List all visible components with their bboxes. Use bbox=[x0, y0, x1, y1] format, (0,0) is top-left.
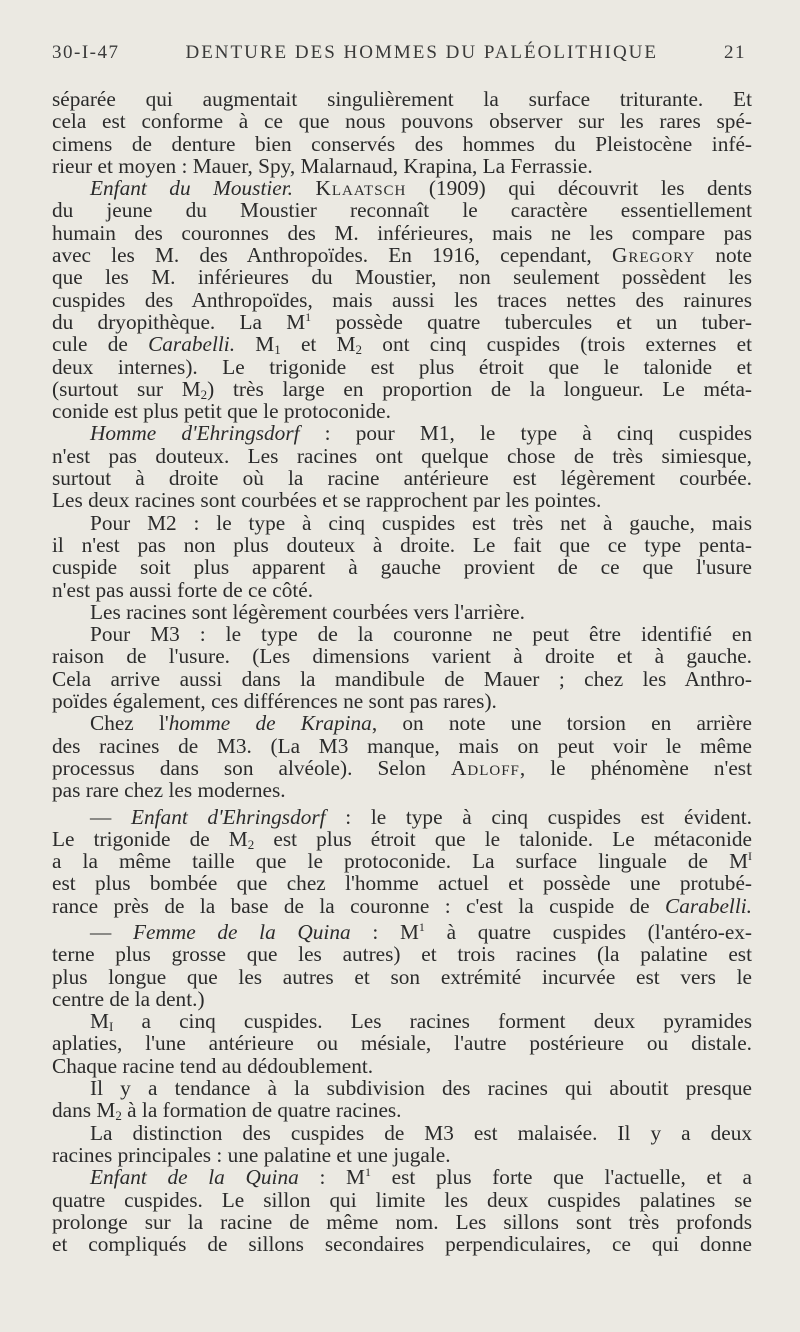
text-fragment: à la formation de quatre racines. bbox=[127, 1098, 402, 1123]
text-line bbox=[52, 311, 752, 333]
text-line: surtout à droite où la racine antérieure est légèrement courbée. bbox=[52, 466, 752, 491]
running-header bbox=[52, 42, 746, 64]
text-fragment: et M bbox=[300, 332, 356, 357]
text-line: quatre cuspides. Le sillon qui limite les deux cuspides palatines se bbox=[52, 1187, 752, 1212]
text-line bbox=[52, 177, 752, 199]
text-line: Chaque racine tend au dédoublement. bbox=[52, 1053, 374, 1078]
text-fragment: (1909) qui découvrit les dents bbox=[428, 176, 752, 201]
text-line: n'est pas douteux. Les racines ont quelque chose de très simiesque, bbox=[52, 443, 752, 468]
text-fragment: , le phénomène n'est bbox=[519, 755, 752, 780]
text-fragment: processus dans son alvéole). Selon bbox=[52, 755, 426, 780]
text-fragment: possède quatre tubercules et un tuber- bbox=[335, 309, 752, 334]
superscript: 1 bbox=[364, 1165, 371, 1180]
tooth-label: M bbox=[729, 849, 748, 874]
header-date: 30-I-47 bbox=[52, 42, 120, 63]
text-line: cela est conforme à ce que nous pouvons observer sur les rares spé- bbox=[52, 109, 752, 134]
text-line: Les racines sont légèrement courbées vers l'arrière. bbox=[90, 599, 525, 624]
text-line bbox=[52, 921, 752, 943]
subscript: 1 bbox=[274, 342, 281, 358]
text-fragment: (surtout sur M bbox=[52, 376, 201, 401]
text-line: est plus bombée que chez l'homme actuel et possède une protubé- bbox=[52, 871, 752, 896]
text-line: Cela arrive aussi dans la mandibule de Mauer ; chez les Anthro- bbox=[52, 666, 752, 691]
text-line: n'est pas aussi forte de ce côté. bbox=[52, 577, 314, 602]
body-text bbox=[52, 88, 752, 1255]
superscript: I bbox=[748, 849, 752, 864]
text-fragment: a cinq cuspides. Les racines forment deux pyramides bbox=[141, 1009, 752, 1034]
text-fragment: — bbox=[90, 804, 112, 829]
section-heading: Enfant d'Ehringsdorf bbox=[130, 804, 326, 829]
text-line bbox=[52, 828, 752, 850]
text-line: La distinction des cuspides de M3 est malaisée. Il y a deux bbox=[90, 1120, 752, 1145]
text-line: Les deux racines sont courbées et se rapprochent par les pointes. bbox=[52, 488, 602, 513]
text-line: Pour M2 : le type à cinq cuspides est très net à gauche, mais bbox=[90, 510, 752, 535]
text-fragment: est plus forte que l'actuelle, et a bbox=[391, 1165, 752, 1190]
italic-term: homme de Krapina bbox=[168, 711, 372, 736]
text-line bbox=[52, 422, 752, 444]
text-fragment: cule de bbox=[52, 332, 128, 357]
text-line bbox=[52, 1009, 752, 1035]
text-line bbox=[52, 806, 752, 828]
page-number: 21 bbox=[724, 42, 746, 63]
text-line: plus longue que les autres et son extrémité incurvée est vers le bbox=[52, 964, 752, 989]
text-line bbox=[52, 1098, 752, 1124]
text-fragment: ont cinq cuspides (trois externes et bbox=[382, 332, 753, 357]
text-line bbox=[52, 378, 752, 400]
text-line: des racines de M3. (La M3 manque, mais on peut voir le même bbox=[52, 733, 752, 758]
author-name: Gregory bbox=[611, 243, 696, 268]
text-fragment: , on note une torsion en arrière bbox=[371, 711, 753, 736]
text-line: racines principales : une palatine et une jugale. bbox=[52, 1142, 451, 1167]
section-heading: Enfant de la Quina bbox=[90, 1165, 299, 1190]
text-line: humain des couronnes des M. inférieures, mais ne les compare pas bbox=[52, 220, 752, 245]
section-heading: Enfant du Moustier. bbox=[90, 176, 293, 201]
text-line: il n'est pas non plus douteux à droite. Le fait que ce type penta- bbox=[52, 532, 752, 557]
text-line: cuspide soit plus apparent à gauche provient de ce que l'usure bbox=[52, 555, 752, 580]
text-fragment: est plus étroit que le talonide. Le métaconide bbox=[273, 826, 752, 851]
text-line bbox=[52, 757, 752, 779]
text-line: pas rare chez les modernes. bbox=[52, 778, 286, 803]
text-fragment: Chez l' bbox=[90, 711, 169, 736]
text-line: séparée qui augmentait singulièrement la surface triturante. Et bbox=[52, 87, 752, 111]
text-fragment: M bbox=[90, 1009, 109, 1034]
text-line: aplaties, l'une antérieure ou mésiale, l'autre postérieure ou distale. bbox=[52, 1031, 752, 1056]
text-line: du jeune du Moustier reconnaît le caractère essentiellement bbox=[52, 198, 752, 223]
subscript: I bbox=[108, 1019, 114, 1035]
superscript: 1 bbox=[418, 919, 425, 934]
text-line bbox=[52, 1166, 752, 1188]
text-line: deux internes). Le trigonide est plus étroit que le talonide et bbox=[52, 354, 752, 379]
text-fragment: — bbox=[90, 919, 112, 944]
text-fragment: Le trigonide de M bbox=[52, 826, 248, 851]
text-fragment: : le type à cinq cuspides est évident. bbox=[345, 804, 752, 829]
text-fragment: note bbox=[715, 243, 753, 268]
text-line: et compliqués de sillons secondaires perpendiculaires, ce qui donne bbox=[52, 1232, 752, 1257]
text-line bbox=[52, 850, 752, 872]
subscript: 2 bbox=[355, 342, 363, 358]
text-line: Pour M3 : le type de la couronne ne peut être identifié en bbox=[90, 622, 752, 647]
text-line bbox=[52, 332, 753, 358]
text-fragment: avec les M. des Anthropoïdes. En 1916, cependant, bbox=[52, 243, 592, 268]
text-fragment: ) très large en proportion de la longueur. Le méta- bbox=[207, 376, 752, 401]
text-line: terne plus grosse que les autres) et trois racines (la palatine est bbox=[52, 942, 752, 967]
text-line: cimens de denture bien conservés des hommes du Pleistocène infé- bbox=[52, 131, 752, 156]
subscript: 2 bbox=[115, 1108, 122, 1124]
italic-term: Carabelli. bbox=[665, 893, 752, 918]
section-heading: Femme de la Quina bbox=[133, 919, 351, 944]
text-line: rieur et moyen : Mauer, Spy, Malarnaud, Krapina, La Ferrassie. bbox=[52, 153, 593, 178]
italic-term: Carabelli. bbox=[148, 332, 236, 357]
text-line: Il y a tendance à la subdivision des racines qui aboutit presque bbox=[90, 1076, 752, 1101]
text-line: raison de l'usure. (Les dimensions varient à droite et à gauche. bbox=[52, 644, 752, 669]
text-fragment: dans M bbox=[52, 1098, 116, 1123]
subscript: 2 bbox=[247, 836, 255, 852]
text-line: prolonge sur la racine de même nom. Les sillons sont très profonds bbox=[52, 1209, 752, 1234]
text-fragment: rance près de la base de la couronne : c'est la cuspide de bbox=[52, 893, 650, 918]
text-line: cuspides des Anthropoïdes, mais aussi les traces nettes des rainures bbox=[52, 287, 752, 312]
text-line bbox=[52, 895, 752, 917]
author-name: Klaatsch bbox=[315, 176, 407, 201]
author-name: Adloff bbox=[451, 755, 520, 780]
text-line: que les M. inférieures du Moustier, non seulement possèdent les bbox=[52, 265, 752, 290]
text-line: centre de la dent.) bbox=[52, 986, 205, 1011]
superscript: 1 bbox=[305, 309, 312, 324]
text-fragment: M bbox=[255, 332, 275, 357]
text-fragment: à quatre cuspides (l'antéro-ex- bbox=[446, 919, 753, 944]
text-line bbox=[52, 712, 752, 734]
text-line bbox=[52, 244, 752, 266]
text-line: conide est plus petit que le protoconide. bbox=[52, 399, 391, 424]
text-fragment: : M bbox=[372, 919, 419, 944]
text-fragment: du dryopithèque. La M bbox=[52, 309, 306, 334]
text-fragment: : pour M1, le type à cinq cuspides bbox=[324, 421, 752, 446]
section-heading: Homme d'Ehringsdorf bbox=[90, 421, 300, 446]
text-fragment: : M bbox=[319, 1165, 365, 1190]
text-fragment: a la même taille que le protoconide. La surface linguale de bbox=[52, 849, 708, 874]
text-line: poïdes également, ces différences ne sont pas rares). bbox=[52, 689, 497, 714]
running-title: DENTURE DES HOMMES DU PALÉOLITHIQUE bbox=[185, 42, 658, 63]
subscript: 2 bbox=[200, 386, 208, 402]
